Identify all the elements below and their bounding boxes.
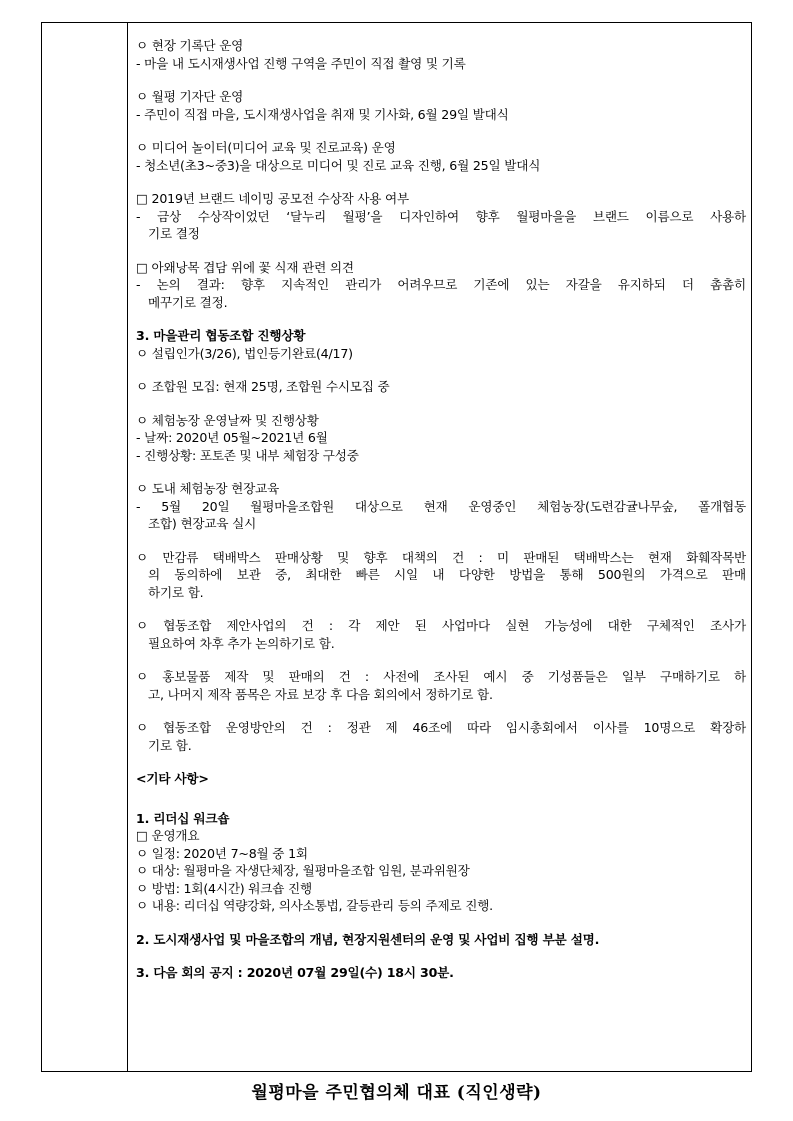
- next-meeting-notice: 3. 다음 회의 공지 : 2020년 07월 29일(수) 18시 30분.: [136, 965, 454, 980]
- section-title: 1. 리더십 워크숍: [136, 810, 230, 826]
- section-heading: □ 2019년 브랜드 네이밍 공모전 수상작 사용 여부: [136, 191, 409, 206]
- detail-line: ㅇ 방법: 1회(4시간) 워크숍 진행: [136, 880, 312, 896]
- detail-line: - 진행상황: 포토존 및 내부 체험장 구성중: [136, 447, 359, 463]
- detail-line-continued: 메꾸기로 결정.: [148, 294, 228, 310]
- section-paragraph: ㅇ 홍보물품 제작 및 판매의 건 : 사전에 조사된 예시 중 기성품들은 일부 구매하기로 하: [136, 669, 746, 684]
- detail-line: - 논의 결과: 향후 지속적인 관리가 어려우므로 기존에 있는 자갈을 유지하되 더 촘촘히: [136, 277, 746, 292]
- detail-line: - 금상 수상작이었던 ‘달누리 월평’을 디자인하여 향후 월평마을을 브랜드 이름으로 사용하: [136, 208, 746, 224]
- detail-line: - 주민이 직접 마을, 도시재생사업을 취재 및 기사화, 6월 29일 발대식: [136, 106, 509, 122]
- detail-line: - 마을 내 도시재생사업 진행 구역을 주민이 직접 촬영 및 기록: [136, 55, 466, 71]
- section-heading: ㅇ 현장 기록단 운영: [136, 38, 244, 53]
- section-paragraph: ㅇ 협동조합 제안사업의 건 : 각 제안 된 사업마다 실현 가능성에 대한 구체적인 조사가: [136, 618, 746, 633]
- paragraph-continued: 고, 나머지 제작 품목은 자료 보강 후 다음 회의에서 정하기로 함.: [148, 686, 493, 702]
- detail-line: - 청소년(초3~중3)을 대상으로 미디어 및 진로 교육 진행, 6월 25일 발대식: [136, 157, 541, 173]
- paragraph-continued: 필요하여 차후 추가 논의하기로 함.: [148, 635, 335, 651]
- document-table: [41, 22, 752, 1072]
- paragraph-continued: 기로 함.: [148, 737, 192, 753]
- section-heading: ㅇ 조합원 모집: 현재 25명, 조합원 수시모집 중: [136, 379, 390, 394]
- detail-line: ㅇ 일정: 2020년 7~8월 중 1회: [136, 845, 308, 861]
- section-heading: ㅇ 월평 기자단 운영: [136, 89, 244, 104]
- content-column: [136, 37, 746, 982]
- detail-line: ㅇ 설립인가(3/26), 법인등기완료(4/17): [136, 345, 353, 361]
- paragraph-continued: 하기로 함.: [148, 584, 204, 600]
- section-paragraph: ㅇ 협동조합 운영방안의 건 : 정관 제 46조에 따라 임시총회에서 이사를 10명으로 확장하: [136, 720, 746, 735]
- paragraph-continued: 의 동의하에 보관 중, 최대한 빠른 시일 내 다양한 방법을 통해 500원의 가격으로 판매: [148, 567, 746, 582]
- signature-line: 월평마을 주민협의체 대표 (직인생략): [251, 1083, 542, 1103]
- section-paragraph: ㅇ 만감류 택배박스 판매상황 및 향후 대책의 건 : 미 판매된 택배박스는 현재 화훼작목반: [136, 549, 746, 565]
- section-title: 3. 마을관리 협동조합 진행상황: [136, 328, 306, 343]
- section-title: 2. 도시재생사업 및 마을조합의 개념, 현장지원센터의 운영 및 사업비 집행 부분 설명.: [136, 931, 600, 947]
- label-column: [42, 23, 128, 1071]
- detail-line: - 5월 20일 월평마을조합원 대상으로 현재 운영중인 체험농장(도련감귤나무숲, 폴개협동: [136, 498, 746, 514]
- section-heading: ㅇ 체험농장 운영날짜 및 진행상황: [136, 412, 319, 428]
- detail-line-continued: 조합) 현장교육 실시: [148, 516, 257, 531]
- section-heading: ㅇ 미디어 놀이터(미디어 교육 및 진로교육) 운영: [136, 140, 396, 155]
- detail-line: - 날짜: 2020년 05월~2021년 6월: [136, 430, 328, 445]
- section-heading: ㅇ 도내 체험농장 현장교육: [136, 481, 280, 496]
- other-matters-heading: <기타 사항>: [136, 771, 209, 786]
- detail-line-continued: 기로 결정: [148, 226, 200, 241]
- detail-line: ㅇ 내용: 리더십 역량강화, 의사소통법, 갈등관리 등의 주제로 진행.: [136, 898, 493, 913]
- section-heading: □ 아왜낭목 겹담 위에 꽃 식재 관련 의견: [136, 259, 354, 275]
- section-heading: □ 운영개요: [136, 828, 200, 843]
- detail-line: ㅇ 대상: 월평마을 자생단체장, 월평마을조합 임원, 분과위원장: [136, 863, 470, 878]
